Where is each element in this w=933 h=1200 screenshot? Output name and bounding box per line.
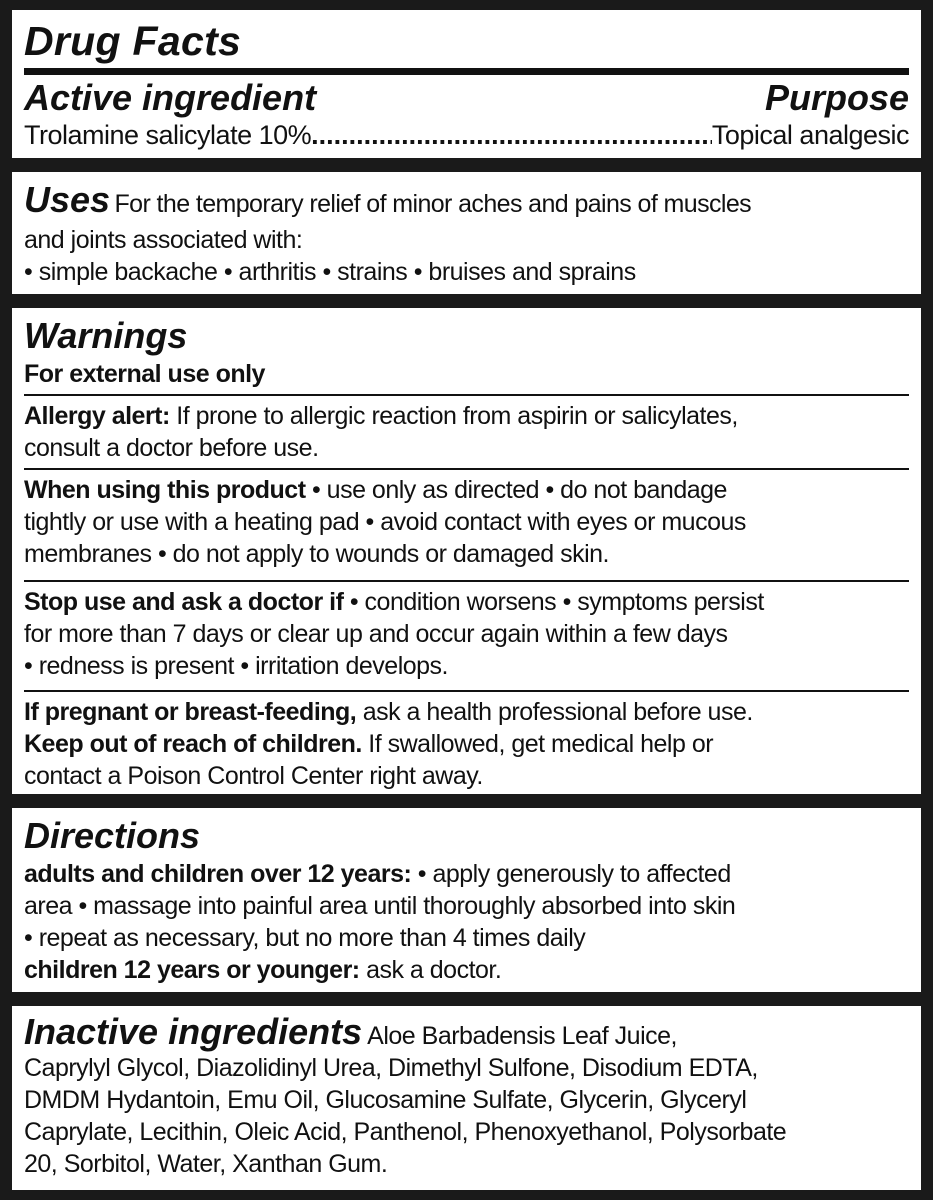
active-header-row [24, 77, 909, 118]
ingredient-name: Trolamine salicylate 10% [24, 120, 312, 150]
child-label: children 12 years or younger: [24, 956, 360, 984]
warnings-rule-1 [24, 394, 909, 396]
when-using [24, 474, 746, 570]
directions-box [12, 808, 921, 992]
directions-text [24, 858, 735, 986]
active-ingredient-heading: Active ingredient [24, 77, 317, 118]
uses-box [12, 172, 921, 294]
uses-text-1: For the temporary relief of minor aches and pains of muscles [114, 190, 752, 218]
when-text-3: membranes • do not apply to wounds or damaged skin. [24, 540, 609, 568]
ingredient-row [24, 120, 909, 151]
drug-facts-title: Drug Facts [24, 18, 242, 64]
stop-text-1: • condition worsens • symptoms persist [343, 588, 764, 616]
warnings-heading: Warnings [24, 315, 188, 356]
pregnancy-label: If pregnant or breast-feeding, [24, 698, 357, 726]
ingredient-purpose: Topical analgesic [711, 120, 909, 150]
allergy-label: Allergy alert: [24, 402, 170, 430]
stop-label: Stop use and ask a doctor if [24, 588, 344, 616]
inactive-text-4: Caprylate, Lecithin, Oleic Acid, Panthenol, Phenoxyethanol, Polysorbate [24, 1118, 787, 1146]
pregnancy-and-children [24, 696, 753, 792]
purpose-heading: Purpose [764, 77, 909, 118]
pregnancy-text: ask a health professional before use. [356, 698, 753, 726]
inactive-text-5: 20, Sorbitol, Water, Xanthan Gum. [24, 1150, 388, 1178]
inactive-text-1: Aloe Barbadensis Leaf Juice, [362, 1022, 677, 1050]
inactive-ingredients-box [12, 1006, 921, 1190]
warnings-rule-4 [24, 690, 909, 692]
keep-out-text-2: contact a Poison Control Center right away. [24, 762, 483, 790]
inactive-text-2: Caprylyl Glycol, Diazolidinyl Urea, Dimethyl Sulfone, Disodium EDTA, [24, 1054, 758, 1082]
warnings-rule-3 [24, 580, 909, 582]
adult-label: adults and children over 12 years: [24, 860, 412, 888]
stop-use [24, 586, 764, 682]
when-label: When using this product [24, 476, 306, 504]
inactive-heading: Inactive ingredients [24, 1011, 363, 1052]
uses-line-1 [24, 179, 752, 221]
adult-text-3: • repeat as necessary, but no more than 4 times daily [24, 924, 586, 952]
title-rule [24, 68, 909, 75]
allergy-text-2: consult a doctor before use. [24, 434, 319, 462]
allergy-alert [24, 400, 738, 464]
directions-heading: Directions [24, 815, 201, 856]
active-ingredient-box [12, 10, 921, 158]
keep-out-label: Keep out of reach of children. [24, 730, 362, 758]
stop-text-2: for more than 7 days or clear up and occur again within a few days [24, 620, 728, 648]
uses-text-2: and joints associated with: [24, 226, 303, 254]
inactive-text-3: DMDM Hydantoin, Emu Oil, Glucosamine Sulfate, Glycerin, Glyceryl [24, 1086, 747, 1114]
uses-heading: Uses [24, 179, 111, 220]
adult-text-2: area • massage into painful area until thoroughly absorbed into skin [24, 892, 736, 920]
child-text: ask a doctor. [359, 956, 502, 984]
inactive-line-1 [24, 1011, 677, 1052]
keep-out-text-1: If swallowed, get medical help or [361, 730, 714, 758]
leader-dots [311, 120, 712, 151]
warnings-rule-2 [24, 468, 909, 470]
when-text-2: tightly or use with a heating pad • avoid contact with eyes or mucous [24, 508, 746, 536]
allergy-text-1: If prone to allergic reaction from aspirin or salicylates, [169, 402, 738, 430]
external-use: For external use only [24, 360, 265, 388]
stop-text-3: • redness is present • irritation develops. [24, 652, 448, 680]
when-text-1: • use only as directed • do not bandage [305, 476, 727, 504]
uses-text-3: • simple backache • arthritis • strains • bruises and sprains [24, 258, 636, 286]
adult-text-1: • apply generously to affected [411, 860, 731, 888]
warnings-box [12, 308, 921, 794]
inactive-list [24, 1052, 786, 1180]
